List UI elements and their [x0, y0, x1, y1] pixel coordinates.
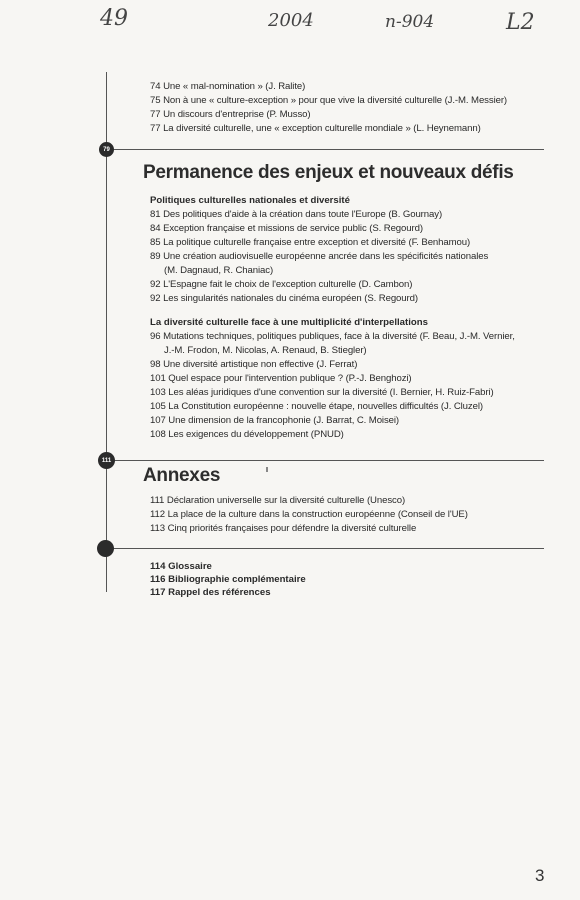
toc-entry	[150, 122, 550, 136]
toc-page: 101	[150, 373, 166, 384]
section-marker-111: 111	[98, 452, 115, 469]
toc-entry	[150, 494, 550, 508]
toc-text: L'Espagne fait le choix de l'exception culturelle (D. Cambon)	[163, 279, 413, 290]
toc-page: 77	[150, 123, 161, 134]
toc-text: Une diversité artistique non effective (J. Ferrat)	[163, 359, 358, 370]
toc-text: Quel espace pour l'intervention publique ? (P.-J. Benghozi)	[168, 373, 412, 384]
stray-mark	[266, 467, 268, 472]
toc-entry	[150, 522, 550, 536]
toc-text: Une dimension de la francophonie (J. Barrat, C. Moisei)	[168, 415, 400, 426]
section-divider-3	[106, 548, 544, 549]
section1-content	[150, 194, 550, 442]
section-marker-back-matter	[97, 540, 114, 557]
toc-entry-rappel	[150, 586, 550, 599]
toc-text: Exception française et missions de service public (S. Regourd)	[163, 223, 423, 234]
top-entries	[150, 80, 550, 136]
toc-text: La diversité culturelle, une « exception culturelle mondiale » (L. Heynemann)	[163, 123, 481, 134]
toc-entry	[150, 236, 550, 250]
toc-page: 112	[150, 509, 165, 520]
toc-page: 81	[150, 209, 161, 220]
toc-text: Des politiques d'aide à la création dans toute l'Europe (B. Gournay)	[163, 209, 443, 220]
toc-entry	[150, 428, 550, 442]
toc-text: Rappel des références	[168, 587, 271, 598]
handwritten-note-right: L2	[506, 10, 535, 35]
toc-text: La politique culturelle française entre exception et diversité (F. Benhamou)	[163, 237, 471, 248]
toc-page: 74	[150, 81, 161, 92]
section-title-permanence: Permanence des enjeux et nouveaux défis	[143, 162, 514, 183]
toc-entry	[150, 358, 550, 372]
group-heading-politiques: Politiques culturelles nationales et diversité	[150, 195, 350, 206]
toc-page: 92	[150, 279, 161, 290]
toc-entry	[150, 386, 550, 400]
toc-text: La place de la culture dans la construction européenne (Conseil de l'UE)	[167, 509, 468, 520]
toc-page: 77	[150, 109, 161, 120]
toc-entry	[150, 250, 550, 264]
handwritten-note-number: n-904	[385, 12, 435, 32]
section-marker-79: 79	[99, 142, 114, 157]
toc-text: Cinq priorités françaises pour défendre la diversité culturelle	[167, 523, 417, 534]
toc-entry	[150, 330, 550, 344]
toc-entry	[150, 372, 550, 386]
toc-text: Glossaire	[168, 561, 212, 572]
toc-entry	[150, 108, 550, 122]
section-divider-2	[106, 460, 544, 461]
toc-text: Non à une « culture-exception » pour que vive la diversité culturelle (J.-M. Messier)	[163, 95, 508, 106]
toc-page: 85	[150, 237, 161, 248]
toc-text: Mutations techniques, politiques publiques, face à la diversité (F. Beau, J.-M. Vernier,	[163, 331, 515, 342]
toc-page: 103	[150, 387, 166, 398]
toc-page: 117	[150, 587, 166, 598]
toc-page: 111	[150, 495, 165, 506]
toc-entry	[150, 400, 550, 414]
toc-entry	[150, 208, 550, 222]
toc-page: 105	[150, 401, 166, 412]
toc-entry-bibliographie	[150, 573, 550, 586]
handwritten-note-year: 2004	[268, 10, 314, 31]
section2-content	[150, 494, 550, 536]
toc-entry-glossaire	[150, 560, 550, 573]
toc-page: 75	[150, 95, 161, 106]
toc-text: Une création audiovisuelle européenne ancrée dans les spécificités nationales	[163, 251, 489, 262]
toc-page: 116	[150, 574, 166, 585]
toc-text: Déclaration universelle sur la diversité culturelle (Unesco)	[166, 495, 406, 506]
toc-page: 96	[150, 331, 161, 342]
section-divider-1	[106, 149, 544, 150]
toc-entry-continuation: J.-M. Frodon, M. Nicolas, A. Renaud, B. Stiegler)	[164, 345, 367, 356]
section-title-annexes: Annexes	[143, 465, 221, 486]
toc-page: 108	[150, 429, 166, 440]
toc-entry	[150, 292, 550, 306]
back-matter	[150, 560, 550, 599]
toc-text: Les exigences du développement (PNUD)	[168, 429, 344, 440]
toc-page: 89	[150, 251, 161, 262]
toc-entry	[150, 222, 550, 236]
toc-page: 114	[150, 561, 166, 572]
toc-page: 107	[150, 415, 166, 426]
toc-text: Un discours d'entreprise (P. Musso)	[163, 109, 311, 120]
group-heading-interpellations: La diversité culturelle face à une multiplicité d'interpellations	[150, 317, 428, 328]
toc-entry	[150, 94, 550, 108]
toc-text: Les aléas juridiques d'une convention sur la diversité (I. Bernier, H. Ruiz-Fabri)	[168, 387, 494, 398]
toc-entry	[150, 508, 550, 522]
toc-text: Une « mal-nomination » (J. Ralite)	[163, 81, 306, 92]
toc-page: 98	[150, 359, 161, 370]
toc-entry	[150, 278, 550, 292]
toc-entry	[150, 414, 550, 428]
handwritten-note-left: 49	[100, 6, 128, 31]
toc-text: Bibliographie complémentaire	[168, 574, 306, 585]
page-number: 3	[535, 866, 545, 885]
toc-page: 113	[150, 523, 165, 534]
toc-entry	[150, 80, 550, 94]
toc-page: 84	[150, 223, 161, 234]
toc-text: La Constitution européenne : nouvelle étape, nouvelles difficultés (J. Cluzel)	[168, 401, 483, 412]
toc-text: Les singularités nationales du cinéma européen (S. Regourd)	[163, 293, 418, 304]
toc-entry-continuation: (M. Dagnaud, R. Chaniac)	[164, 265, 274, 276]
toc-page: 92	[150, 293, 161, 304]
